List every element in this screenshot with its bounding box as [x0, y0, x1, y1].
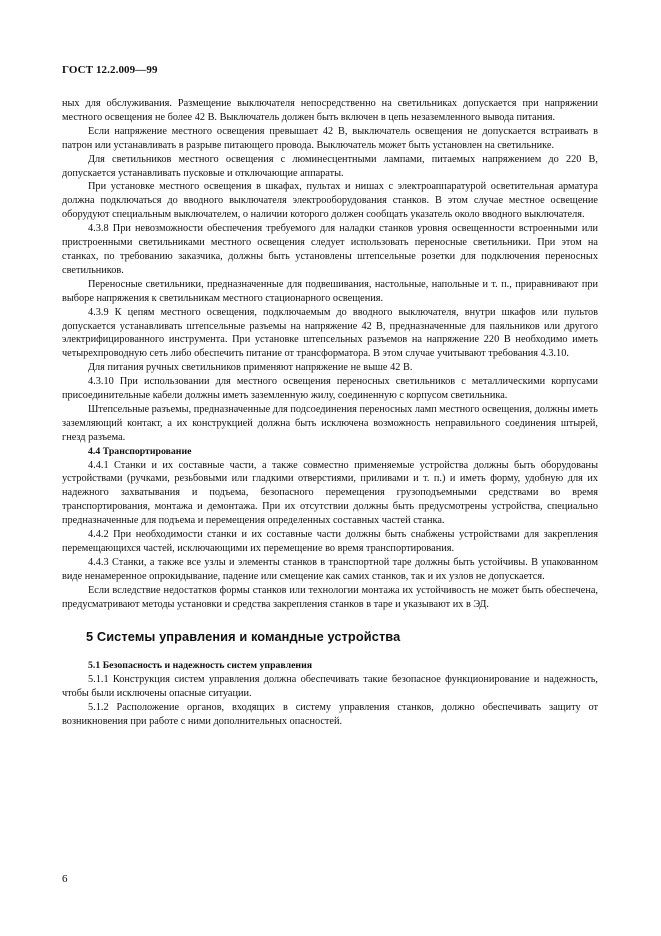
paragraph-4-4-1: 4.4.1 Станки и их составные части, а также совместно применяемые устройства должны быть оборудованы устройствами (ручками, резьбовыми или гладкими отверстиями, приливами и т. п.) и иметь форму, удобную для их надежного захватывания и подъема, безопасного перемещения грузоподъемными средствами во время транспортирования, монтажа и демонтажа. При их отсутствии должны быть предусмотрены устройства, специально предназначенные для подъема и перемещения определенных составных частей станка.: [62, 459, 598, 527]
section-heading-5: 5 Системы управления и командные устройства: [86, 628, 401, 644]
subsection-heading-4-4: 4.4 Транспортирование: [88, 445, 192, 457]
paragraph: Переносные светильники, предназначенные для подвешивания, настольные, напольные и т. п., приравнивают при выборе напряжения к светильникам местного стационарного освещения.: [62, 278, 598, 304]
page-number: 6: [62, 873, 68, 885]
paragraph-4-3-8: 4.3.8 При невозможности обеспечения требуемого для наладки станков уровня освещенности встроенными или пристроенными светильниками местного освещения следует использовать переносные светильники. При этом на станках, по требованию заказчика, должны быть установлены штепсельные розетки для подключения переносных светильников.: [62, 223, 598, 276]
document-code-header: ГОСТ 12.2.009—99: [62, 64, 158, 76]
paragraph-5-1-2: 5.1.2 Расположение органов, входящих в систему управления станков, должно обеспечивать защиту от возникновения при работе с ними дополнительных опасностей.: [62, 702, 598, 728]
paragraph: Если напряжение местного освещения превышает 42 В, выключатель освещения не допускается встраивать в патрон или устанавливать в разрыве питающего провода. Выключатель может быть установлен на светильнике.: [62, 125, 598, 151]
paragraph: Штепсельные разъемы, предназначенные для подсоединения переносных ламп местного освещения, должны иметь заземляющий контакт, а их конструкцией должна быть исключена возможность неправильного соединения штырей, гнезд разъема.: [62, 403, 598, 443]
paragraph-continuation: ных для обслуживания. Размещение выключателя непосредственно на светильниках допускается при напряжении местного освещения не более 42 В. Выключатель должен быть включен в цепь незаземленного вывода питания.: [62, 98, 598, 123]
paragraph: Для питания ручных светильников применяют напряжение не выше 42 В.: [88, 362, 413, 374]
paragraph-4-4-2: 4.4.2 При необходимости станки и их составные части должны быть снабжены устройствами для закрепления перемещающихся частей, исключающими их перемещение во время транспортирования.: [62, 529, 598, 554]
subsection-heading-5-1: 5.1 Безопасность и надежность систем управления: [88, 660, 313, 672]
paragraph: Для светильников местного освещения с люминесцентными лампами, питаемых напряжением до 220 В, допускается устанавливать пусковые и отключающие аппараты.: [62, 153, 598, 179]
paragraph: Если вследствие недостатков формы станков или технологии монтажа их устойчивость не может быть обеспечена, предусматривают методы установки и средства закрепления станков в таре и указывают их в ЭД.: [62, 584, 598, 610]
paragraph-5-1-1: 5.1.1 Конструкция систем управления должна обеспечивать такие безопасное функционирование и надежность, чтобы были исключены опасные ситуации.: [62, 674, 598, 700]
paragraph-4-3-10: 4.3.10 При использовании для местного освещения переносных светильников с металлическими корпусами присоединительные кабели должны иметь заземленную жилу, соединенную с корпусом светильника.: [62, 376, 598, 402]
paragraph-4-3-9: 4.3.9 К цепям местного освещения, подключаемым до вводного выключателя, внутри шкафов или пультов допускается устанавливать штепсельные разъемы на напряжение 42 В, предназначенные для паяльников или другого электрифицированного инструмента. При установке штепсельных разъемов на напряжение 220 В необходимо иметь четырехпроводную сеть либо обеспечить питание от трансформатора. В этом случае учитывают требования 4.3.10.: [62, 306, 598, 360]
paragraph-4-4-3: 4.4.3 Станки, а также все узлы и элементы станков в транспортной таре должны быть устойчивы. В упакованном виде ненамеренное опрокидывание, падение или смещение как самих станков, так и их узлов не допускается.: [62, 556, 598, 582]
page-content: [62, 97, 598, 729]
paragraph: При установке местного освещения в шкафах, пультах и нишах с электроаппаратурой осветительная арматура должна подключаться до вводного выключателя электрооборудования станков. В этом случае местное освещение оборудуют специальным выключателем, о наличии которого должен сообщать указатель около вводного выключателя.: [62, 181, 598, 221]
